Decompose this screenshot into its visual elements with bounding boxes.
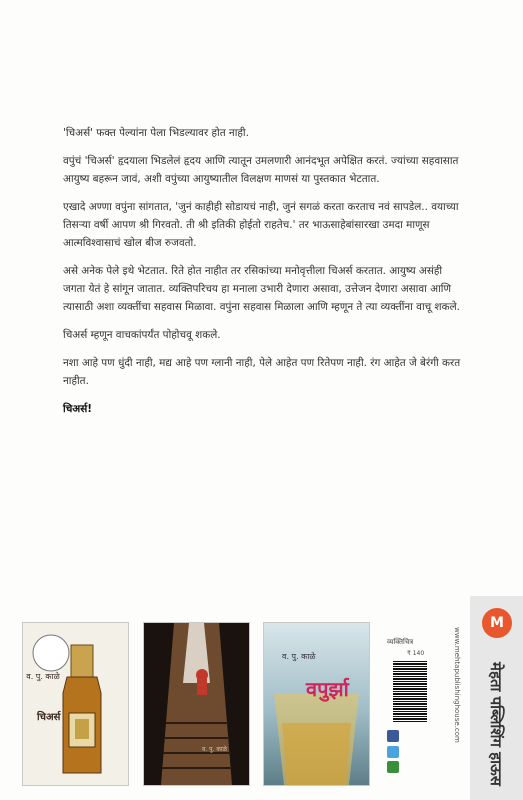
book-author: व. पु. काळे	[282, 652, 316, 661]
website-text: www.mehtapublishinghouse.com	[453, 627, 461, 743]
blurb-paragraph: असे अनेक पेले इथे भेटतात. रिते होत नाहीत तर रसिकांच्या मनोवृत्तीला चिअर्स करतात. आयुष्य असंही जगता येतं हे सांगून जातात. व्यक्तिपरिचय हा मनाला उभारी देणारा असावा, उत्तेजन देणारा असावा आणि त्यासाठी अशा व्यक्तींचा सहवास मिळावा. वपुंना सहवास मिळाला आणि म्हणून ते त्या व्यक्तींना वाचू शकले.	[63, 265, 460, 313]
twitter-icon	[387, 746, 399, 758]
blurb-paragraph: चिअर्स म्हणून वाचकांपर्यंत पोहोचवू शकले.	[63, 329, 221, 341]
publisher-logo-icon	[482, 608, 512, 638]
publisher-name: मेहता पब्लिशिंग हाऊस	[487, 662, 505, 786]
book-title: वपुर्झा	[306, 677, 349, 701]
logo-letter: M	[490, 615, 504, 631]
category-label: व्यक्तिचित्र	[387, 638, 414, 646]
glass-illustration	[264, 623, 369, 785]
blurb-signature: चिअर्स!	[63, 403, 92, 415]
blurb-paragraph: नशा आहे पण धुंदी नाही, मद्य आहे पण ग्लानी नाही, पेले आहेत पण रितेपण नाही. रंग आहेत जे बेरंगी करत नाहीत.	[63, 357, 461, 387]
book-cover-cheers	[22, 622, 129, 786]
blurb-paragraph: 'चिअर्स' फक्त पेल्यांना पेला भिडल्यावर होत नाही.	[63, 127, 249, 139]
barcode	[393, 660, 427, 722]
publisher-strip	[470, 596, 523, 800]
book-author: व. पु. काळे	[202, 746, 228, 753]
website-url	[450, 600, 464, 770]
facebook-icon	[387, 730, 399, 742]
book-author: व. पु. काळे	[26, 672, 60, 681]
book-title: चिअर्स	[37, 712, 61, 723]
blurb-paragraph: वपुंचं 'चिअर्स' हृदयाला भिडलेलं हृदय आणि त्यातून उमलणारी आनंदभूत अपेक्षित करतं. ज्यांच्या सहवासात आयुष्य बहरून जावं, अशी वपुंच्या आयुष्यातील विलक्षण माणसं या पुस्तकात भेटतात.	[63, 155, 459, 185]
ebook-icon	[387, 761, 399, 773]
book-cover-vapurza	[263, 622, 370, 786]
book-info	[387, 638, 435, 773]
staircase-illustration	[144, 623, 249, 785]
blurb-text	[63, 124, 465, 428]
blurb-paragraph: एखादे अण्णा वपुंना सांगतात, 'जुनं काहीही सोडायचं नाही, जुनं सगळं करता करताच नवं सापडेल.. वयाच्या तिसऱ्या वर्षी आपण श्री गिरवतो. ती श्री इतिकी होईतो राहतेच.' तर भाऊसाहेबांसारखा उमदा माणूस आत्मविश्वासाचं खोल बीज रुजवतो.	[63, 201, 459, 249]
book-cover-staircase	[143, 622, 250, 786]
whisky-bottle-illustration	[23, 623, 128, 785]
price-label: ₹ 140	[407, 650, 425, 657]
